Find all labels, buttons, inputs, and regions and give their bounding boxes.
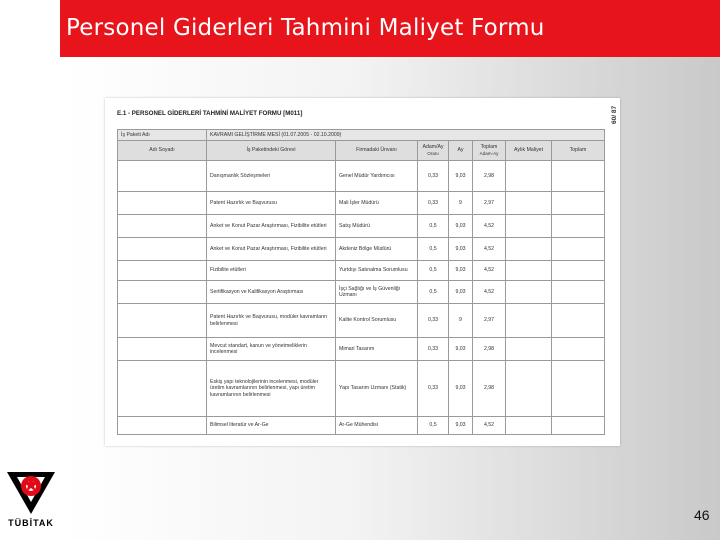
monthly-cost-cell (506, 238, 552, 261)
total-cell (552, 161, 605, 192)
table-row (118, 238, 605, 261)
role-cell: Bilimsel literatür ve Ar-Ge (207, 417, 336, 435)
months-cell: 9,03 (449, 238, 473, 261)
header-total: Toplam (552, 141, 605, 161)
name-cell (118, 261, 207, 281)
rate-cell: 0,5 (418, 215, 449, 238)
header-row (118, 141, 605, 161)
total-cell (552, 192, 605, 215)
title-cell: Ar-Ge Mühendisi (336, 417, 418, 435)
rate-cell: 0,5 (418, 238, 449, 261)
total-adam-ay-cell: 2,97 (473, 192, 506, 215)
months-cell: 9,03 (449, 417, 473, 435)
months-cell: 9,03 (449, 281, 473, 304)
header-role: İş Paketindeki Görevi (207, 141, 336, 161)
header-total-adam-ay (473, 141, 506, 161)
table-row (118, 304, 605, 338)
monthly-cost-cell (506, 417, 552, 435)
total-cell (552, 417, 605, 435)
title-cell: İşçi Sağlığı ve İş Güvenliği Uzmanı (336, 281, 418, 304)
total-cell (552, 281, 605, 304)
role-cell: Sertifikasyon ve Kalifikasyon Araştırması (207, 281, 336, 304)
title-cell: Mali İşler Müdürü (336, 192, 418, 215)
slide-title: Personel Giderleri Tahmini Maliyet Formu (66, 15, 545, 41)
role-cell: Anket ve Konut Pazar Araştırması, Fizibilite etütleri (207, 215, 336, 238)
total-cell (552, 361, 605, 417)
package-row (118, 130, 605, 141)
rate-cell: 0,5 (418, 261, 449, 281)
total-adam-ay-cell: 4,52 (473, 261, 506, 281)
months-cell: 9,03 (449, 261, 473, 281)
header-total-label: Toplam (480, 144, 498, 150)
name-cell (118, 281, 207, 304)
tubitak-emblem-icon (5, 468, 57, 516)
table-row (118, 338, 605, 361)
months-cell: 9 (449, 304, 473, 338)
role-cell: Mevcut standart, kanun ve yönetmeliklerin incelenmesi (207, 338, 336, 361)
total-cell (552, 215, 605, 238)
table-row (118, 261, 605, 281)
name-cell (118, 361, 207, 417)
months-cell: 9 (449, 192, 473, 215)
total-adam-ay-cell: 2,98 (473, 338, 506, 361)
monthly-cost-cell (506, 215, 552, 238)
monthly-cost-cell (506, 304, 552, 338)
title-cell: Genel Müdür Yardımcısı (336, 161, 418, 192)
rate-cell: 0,33 (418, 304, 449, 338)
title-bar (60, 0, 720, 57)
total-cell (552, 238, 605, 261)
monthly-cost-cell (506, 338, 552, 361)
header-rate (418, 141, 449, 161)
rate-cell: 0,33 (418, 361, 449, 417)
form-code: 60/ 87 (611, 105, 618, 124)
role-cell: Eskiş yapı teknolojilerinin incelenmesi, modüler üretim kavramlarının belirlenmesi, yapı üretim kavramlarının belirlenmesi (207, 361, 336, 417)
months-cell: 9,03 (449, 215, 473, 238)
monthly-cost-cell (506, 261, 552, 281)
months-cell: 9,03 (449, 161, 473, 192)
header-monthly-cost: Aylık Maliyet (506, 141, 552, 161)
total-cell (552, 261, 605, 281)
title-cell: Satış Müdürü (336, 215, 418, 238)
rate-cell: 0,33 (418, 161, 449, 192)
name-cell (118, 417, 207, 435)
name-cell (118, 192, 207, 215)
months-cell: 9,03 (449, 361, 473, 417)
total-adam-ay-cell: 4,52 (473, 215, 506, 238)
name-cell (118, 338, 207, 361)
role-cell: Patent Hazırlık ve Başvurusu (207, 192, 336, 215)
form-title: E.1 - PERSONEL GİDERLERİ TAHMİNİ MALİYET FORMU [M011] (117, 110, 303, 117)
total-adam-ay-cell: 2,98 (473, 361, 506, 417)
total-cell (552, 338, 605, 361)
table-row (118, 417, 605, 435)
name-cell (118, 161, 207, 192)
rate-cell: 0,5 (418, 417, 449, 435)
role-cell: Patent Hazırlık ve Başvurusu, modüler kavramların belirlenmesi (207, 304, 336, 338)
name-cell (118, 215, 207, 238)
total-adam-ay-cell: 2,97 (473, 304, 506, 338)
package-label: İş Paketi Adı (118, 130, 207, 141)
header-months: Ay (449, 141, 473, 161)
months-cell: 9,03 (449, 338, 473, 361)
table-row (118, 161, 605, 192)
header-rate-sub: Oranı (427, 150, 439, 156)
table-row (118, 215, 605, 238)
monthly-cost-cell (506, 361, 552, 417)
cost-form-table (117, 129, 605, 435)
title-cell: Yurtdışı Satınalma Sorumlusu (336, 261, 418, 281)
table-row (118, 192, 605, 215)
monthly-cost-cell (506, 281, 552, 304)
sidebar (0, 0, 60, 540)
page-number: 46 (694, 507, 710, 523)
package-value: KAVRAMI GELİŞTİRME MESİ (01.07.2005 - 02.10.2009) (207, 130, 605, 141)
header-rate-label: Adam/Ay (422, 144, 444, 150)
table-row (118, 281, 605, 304)
header-title: Firmadaki Ünvanı (336, 141, 418, 161)
form-document-image (105, 98, 620, 446)
rate-cell: 0,33 (418, 338, 449, 361)
title-cell: Kalite Kontrol Sorumlusu (336, 304, 418, 338)
total-adam-ay-cell: 4,52 (473, 281, 506, 304)
rate-cell: 0,33 (418, 192, 449, 215)
total-adam-ay-cell: 4,52 (473, 238, 506, 261)
role-cell: Danışmanlık Sözleşmeleri (207, 161, 336, 192)
table-row (118, 361, 605, 417)
name-cell (118, 304, 207, 338)
header-total-sub: Adam-Ay (479, 150, 499, 156)
title-cell: Akdeniz Bölge Müdürü (336, 238, 418, 261)
header-name: Adı Soyadı (118, 141, 207, 161)
title-cell: Yapı Tasarım Uzmanı (Statik) (336, 361, 418, 417)
total-cell (552, 304, 605, 338)
role-cell: Anket ve Konut Pazar Araştırması, Fizibilite etütleri (207, 238, 336, 261)
rate-cell: 0,5 (418, 281, 449, 304)
monthly-cost-cell (506, 161, 552, 192)
name-cell (118, 238, 207, 261)
role-cell: Fizibilite etütleri (207, 261, 336, 281)
total-adam-ay-cell: 4,52 (473, 417, 506, 435)
title-cell: Mimari Tasarım (336, 338, 418, 361)
monthly-cost-cell (506, 192, 552, 215)
total-adam-ay-cell: 2,98 (473, 161, 506, 192)
tubitak-logo (5, 468, 57, 536)
logo-text: TÜBİTAK (8, 518, 54, 528)
